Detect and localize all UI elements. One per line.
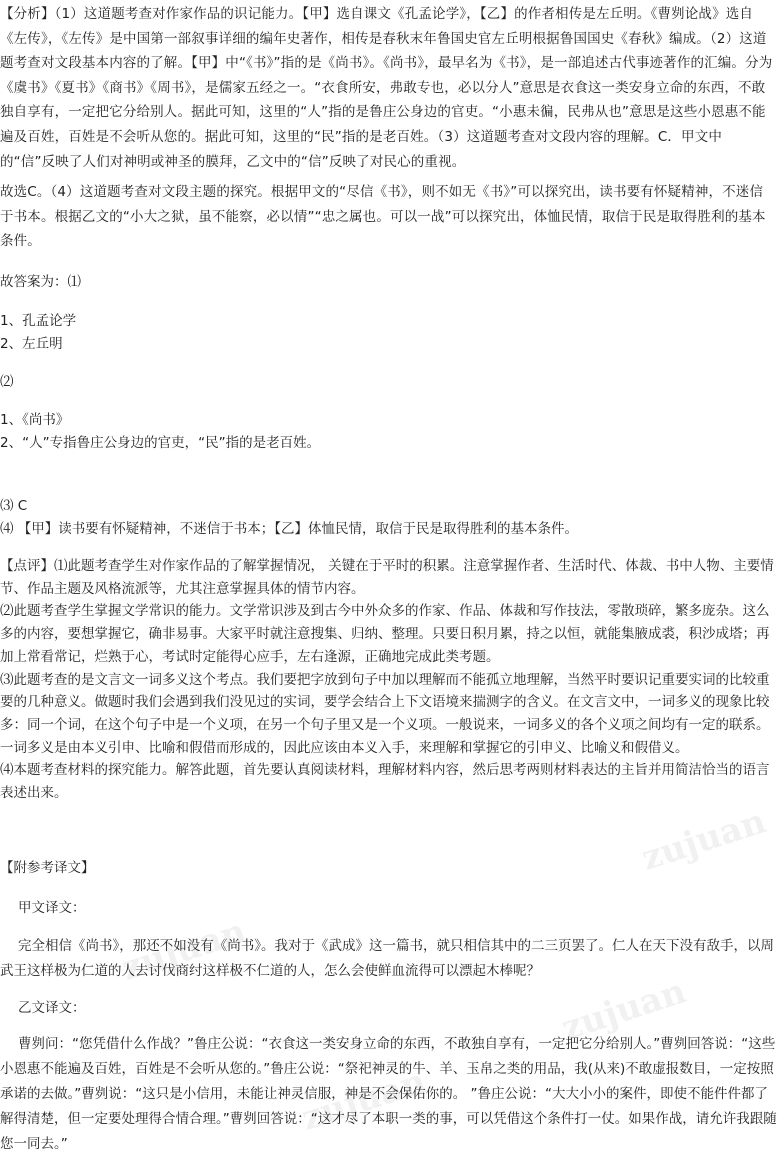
answer-1-item-2: 2、左丘明 xyxy=(0,336,63,352)
reference-translation-heading: 【附参考译文】 xyxy=(0,860,95,876)
answer-1-item-1: 1、孔孟论学 xyxy=(0,313,77,329)
yi-translation-text: 曹刿问：“您凭借什么作战？”鲁庄公说：“衣食这一类安身立命的东西，不敢独自享有，一定把它分给别人。”曹刿回答说：“这些小恩惠不能遍及百姓，百姓是不会听从您的。”鲁庄公说：“祭祀神灵的牛、羊、玉帛之类的用品，我(从来)不敢虚报数目，一定按照承诺的去做。”曹刿说：“这只是小信用，未能让神灵信服，神是不会保佑你的。 ”鲁庄公说：“大大小小的案件，即使不能件件都了解得清楚，但一定要处理得合情合理。”曹刿回答说：“这才尽了本职一类的事，可以凭借这个条件打一仗。如果作战，请允许我跟随您一同去。” xyxy=(0,1036,777,1152)
comment-item-1: 【点评】⑴此题考查学生对作家作品的了解掌握情况， 关键在于平时的积累。注意掌握作者、生活时代、体裁、书中人物、主要情节、作品主题及风格流派等，尤其注意掌握具体的情节内容。 xyxy=(0,558,774,597)
comment-item-3: ⑶此题考查的是文言文一词多义这个考点。我们要把字放到句子中加以理解而不能孤立地理解，当然平时要识记重要实词的比较重要的几种意义。做题时我们会遇到我们没见过的实词，要学会结合上下文语境来揣测字的含义。在文言文中，一词多义的现象比较多：同一个词，在这个句子中是一个义项，在另一个句子里又是一个义项。一般说来，一词多义的各个义项之间均有一定的联系。 一词多义是由本义引申、比喻和假借而形成的，因此应该由本义入手，来理解和掌握它的引申义、比喻义和假借义。 xyxy=(0,671,770,756)
comment-item-2: ⑵此题考查学生掌握文学常识的能力。文学常识涉及到古今中外众多的作家、作品、体裁和写作技法，零散琐碎，繁多庞杂。这么多的内容，要想掌握它，确非易事。大家平时就注意搜集、归纳、整理。只要日积月累，持之以恒，就能集腋成裘，积沙成塔；再加上常看常记，烂熟于心，考试时定能得心应手，左右逢源，正确地完成此类考题。 xyxy=(0,603,770,665)
answer-3: ⑶ C xyxy=(0,498,28,514)
comment-item-4: ⑷本题考查材料的探究能力。解答此题，首先要认真阅读材料，理解材料内容，然后思考两则材料表达的主旨并用简洁恰当的语言表述出来。 xyxy=(0,762,770,802)
watermark: zujuan xyxy=(296,1061,431,1139)
watermark: zujuan xyxy=(636,801,771,879)
jia-translation-text: 完全相信《尚书》，那还不如没有《尚书》。我对于《武成》这一篇书，就只相信其中的二三页罢了。仁人在天下没有敌手，以周武王这样极为仁道的人去讨伐商纣这样极不仁道的人，怎么会使鲜血流得可以漂起木棒呢？ xyxy=(0,938,774,979)
watermark: zujuan xyxy=(556,971,691,1049)
answer-4: ⑷ 【甲】读书要有怀疑精神，不迷信于书本；【乙】体恤民情，取信于民是取得胜利的基本条件。 xyxy=(0,521,579,537)
jia-translation-label: 甲文译文： xyxy=(18,900,86,916)
answer-2-number: ⑵ xyxy=(0,374,14,390)
answer-2-item-1: 1、《尚书》 xyxy=(0,412,70,428)
comment-section xyxy=(0,555,780,805)
answer-intro-paragraph: 故选C。（4）这道题考查对文段主题的探究。根据甲文的“尽信《书》，则不如无《书》”可以探究出，读书要有怀疑精神，不迷信于书本。根据乙文的“小大之狱，虽不能察，必以情”“忠之属也。可以一战”可以探究出，体恤民情，取信于民是取得胜利的基本条件。 xyxy=(0,184,766,250)
answer-2-item-2: 2、“人”专指鲁庄公身边的官吏，“民”指的是老百姓。 xyxy=(0,435,321,451)
analysis-paragraph: 【分析】（1）这道题考查对作家作品的识记能力。【甲】选自课文《孔孟论学》，【乙】的作者相传是左丘明。《曹刿论战》选自《左传》，《左传》是中国第一部叙事详细的编年史著作，相传是春秋末年鲁国史官左丘明根据鲁国国史《春秋》编成。（2）这道题考查对文段基本内容的了解。【甲】中“《书》”指的是《尚书》。《尚书》，最早名为《书》，是一部追述古代事迹著作的汇编。分为《虞书》《夏书》《商书》《周书》，是儒家五经之一。“衣食所安，弗敢专也，必以分人”意思是衣食这一类安身立命的东西，不敢独自享有，一定把它分给别人。据此可知，这里的“人”指的是鲁庄公身边的官吏。“小惠未徧，民弗从也”意思是这些小恩惠不能遍及百姓，百姓是不会听从您的。据此可知，这里的“民”指的是老百姓。（3）这道题考查对文段内容的理解。C．甲文中的“信”反映了人们对神明或神圣的膜拜，乙文中的“信”反映了对民心的重视。 xyxy=(0,6,773,170)
yi-translation-label: 乙文译文： xyxy=(18,1000,86,1016)
answer-heading: 故答案为：⑴ xyxy=(0,274,81,290)
watermark: zujuan xyxy=(116,911,251,989)
